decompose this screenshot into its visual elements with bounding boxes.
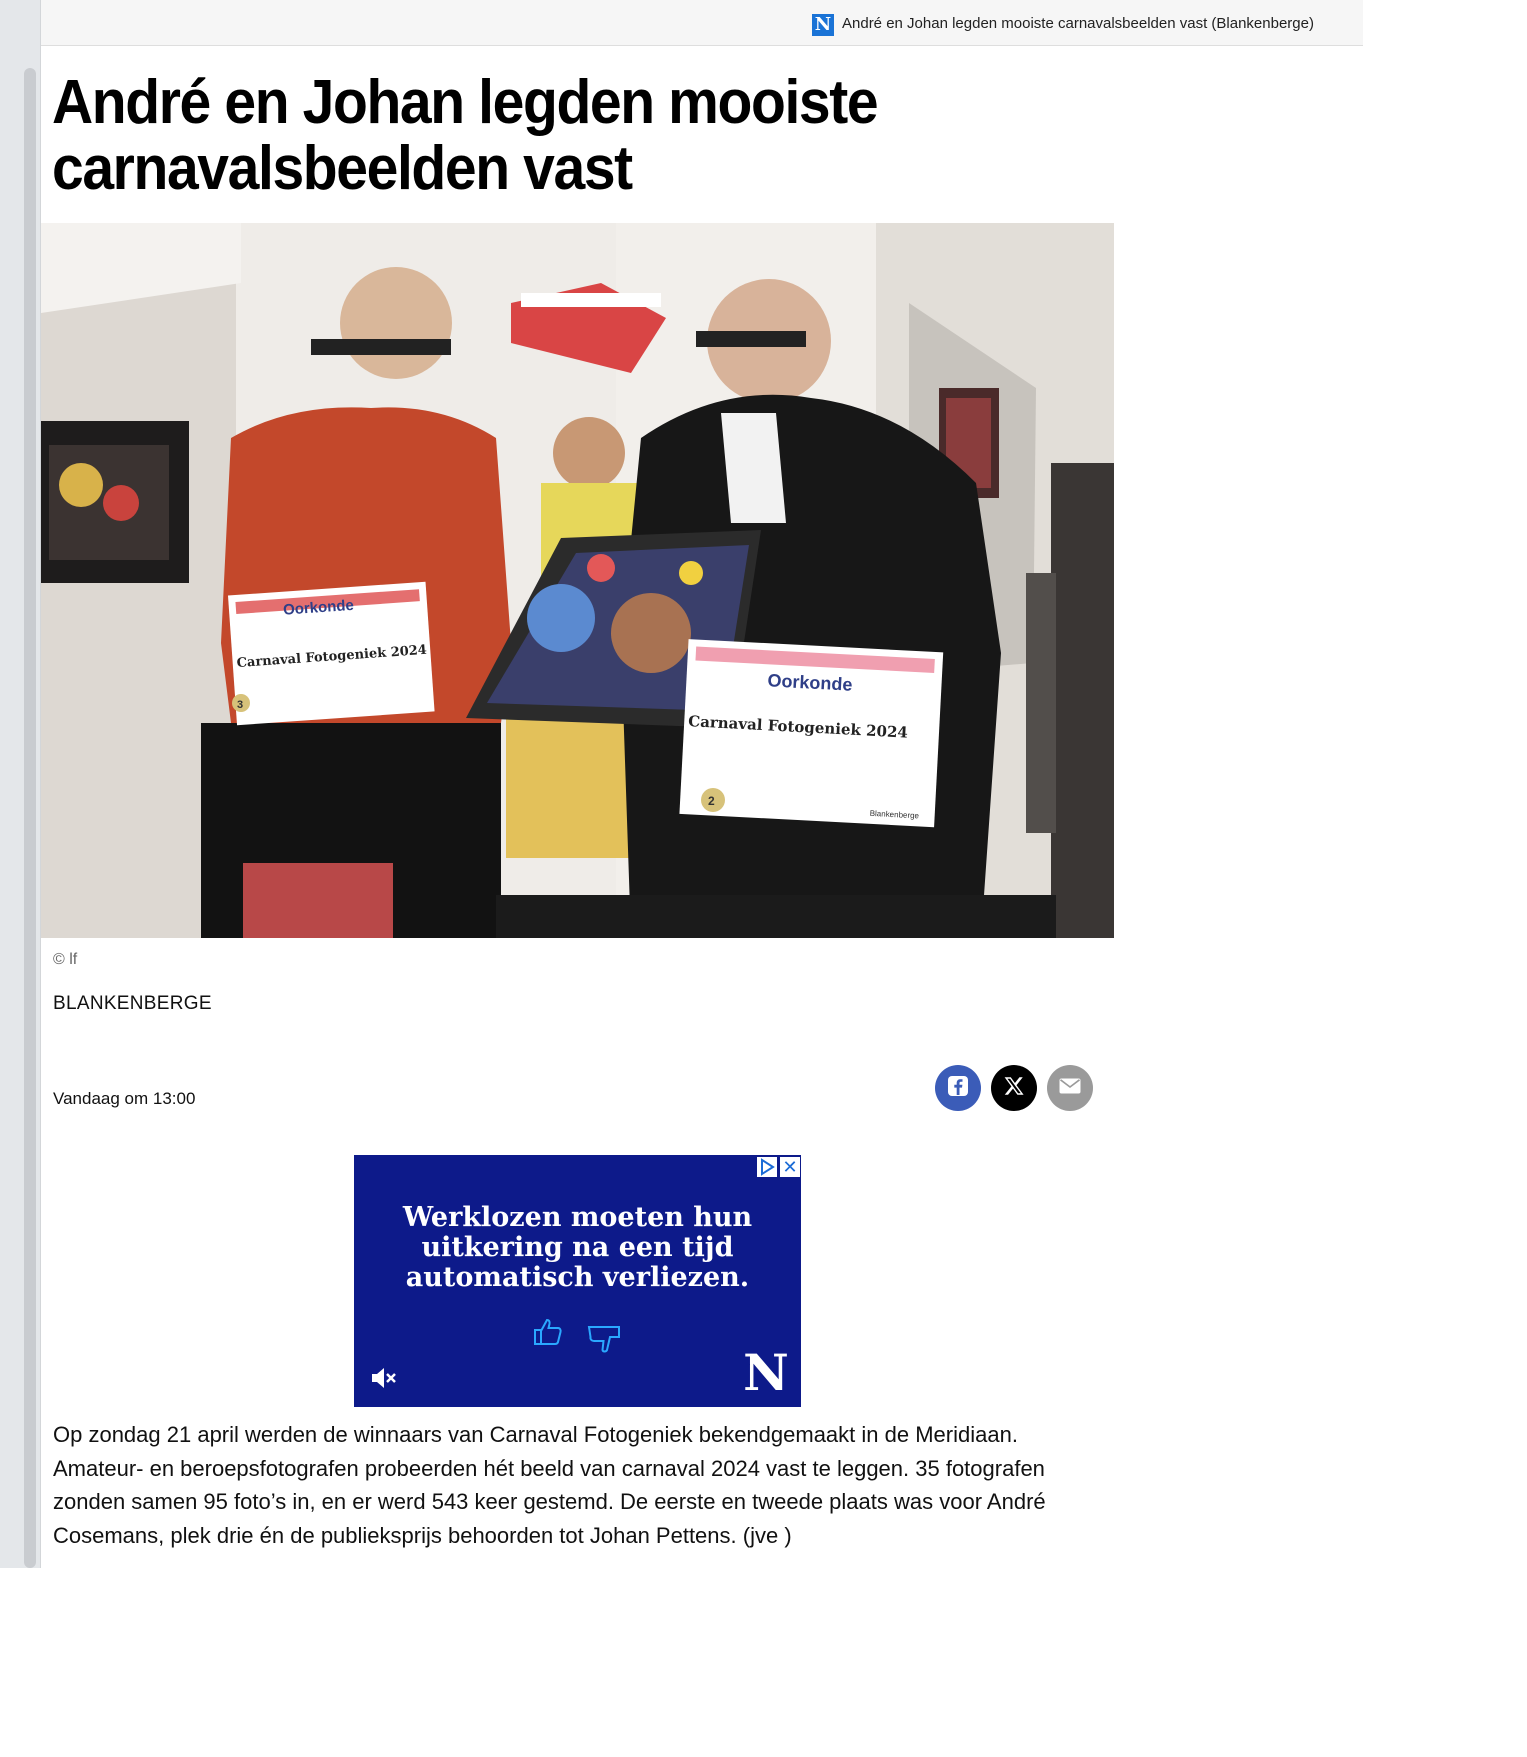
certificate-right-brand: Blankenberge: [869, 808, 920, 821]
browser-tab-bar: [41, 0, 1363, 46]
ad-brand-logo: N: [743, 1343, 789, 1402]
tab-title[interactable]: André en Johan legden mooiste carnavalsbeelden vast (Blankenberge): [842, 15, 1314, 32]
certificate-left-place: 3: [237, 699, 244, 711]
adchoices-icon[interactable]: [757, 1157, 777, 1177]
article-body: Op zondag 21 april werden de winnaars van Carnaval Fotogeniek bekendgemaakt in de Meridiaan. Amateur- en beroepsfotografen probeerden hét beeld van carnaval 2024 vast te leggen. 35 fotografen zonden samen 95 foto’s in, en er werd 543 keer gestemd. De eerste en tweede plaats was voor André Cosemans, plek drie én de publieksprijs behoorden tot Johan Pettens. (jve ): [53, 1422, 1046, 1548]
site-favicon-icon: N: [812, 14, 834, 36]
article-location: BLANKENBERGE: [53, 993, 212, 1014]
certificate-right-subtitle: Carnaval Fotogeniek 2024: [687, 712, 909, 742]
certificate-right-title: Oorkonde: [767, 670, 853, 695]
facebook-icon: [947, 1075, 969, 1102]
certificate-left-title: Oorkonde: [282, 596, 355, 619]
photo-credit: © lf: [53, 951, 78, 968]
thumbs-up-icon[interactable]: [532, 1317, 564, 1352]
certificate-left-subtitle: Carnaval Fotogeniek 2024: [236, 642, 428, 672]
share-x-button[interactable]: [991, 1065, 1037, 1111]
share-mail-button[interactable]: [1047, 1065, 1093, 1111]
article-headline: André en Johan legden mooiste carnavalsbeelden vast: [52, 68, 878, 203]
share-facebook-button[interactable]: [935, 1065, 981, 1111]
certificate-right-place: 2: [708, 794, 715, 808]
ad-headline: Werklozen moeten hun uitkering na een tijd automatisch verliezen.: [402, 1202, 753, 1293]
x-icon: [1004, 1076, 1024, 1101]
mail-icon: [1059, 1078, 1081, 1099]
article-date: Vandaag om 13:00: [53, 1089, 196, 1108]
mute-icon[interactable]: [368, 1363, 398, 1398]
ad-close-icon[interactable]: ✕: [780, 1157, 800, 1177]
article-photo: [41, 223, 1114, 938]
thumbs-down-icon[interactable]: [586, 1323, 622, 1360]
scrollbar[interactable]: [24, 68, 36, 1568]
advertisement[interactable]: [354, 1155, 801, 1407]
